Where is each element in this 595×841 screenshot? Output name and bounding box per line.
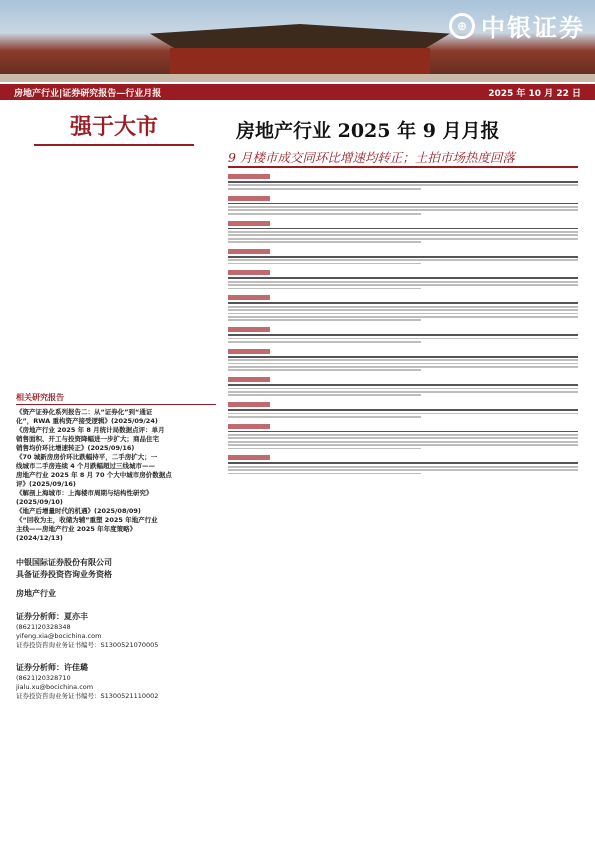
section-heading-marker bbox=[228, 402, 270, 407]
institution-name: 中银国际证券股份有限公司 bbox=[16, 558, 112, 567]
text-line-placeholder bbox=[228, 437, 578, 439]
text-line-placeholder bbox=[228, 203, 578, 205]
text-line-placeholder bbox=[228, 338, 578, 340]
body-paragraph bbox=[228, 277, 578, 289]
text-line-placeholder bbox=[228, 263, 421, 265]
text-line-placeholder bbox=[228, 391, 578, 393]
analyst-1-phone: (8621)20328348 bbox=[16, 623, 71, 631]
text-line-placeholder bbox=[228, 181, 578, 183]
report-subtitle: 9 月楼市成交同环比增速均转正；土拍市场热度回落 bbox=[228, 150, 515, 165]
text-line-placeholder bbox=[228, 284, 578, 286]
body-paragraph bbox=[228, 334, 578, 343]
section-heading-marker bbox=[228, 196, 270, 201]
text-line-placeholder bbox=[228, 416, 421, 418]
report-date: 2025 年 10 月 22 日 bbox=[488, 88, 581, 99]
text-line-placeholder bbox=[228, 462, 578, 464]
palace-roof-illustration bbox=[150, 24, 450, 48]
company-logo-text: 中银证券 bbox=[481, 14, 585, 42]
text-line-placeholder bbox=[228, 206, 578, 208]
report-body bbox=[228, 172, 578, 802]
text-line-placeholder bbox=[228, 394, 421, 396]
rating-badge: 强于大市 bbox=[34, 112, 194, 146]
company-logo-mark-icon: ⊕ bbox=[449, 13, 475, 39]
cover-banner bbox=[0, 0, 595, 82]
text-line-placeholder bbox=[228, 441, 578, 443]
title-rule bbox=[228, 166, 578, 168]
text-line-placeholder bbox=[228, 277, 578, 279]
body-paragraph bbox=[228, 409, 578, 418]
text-line-placeholder bbox=[228, 231, 578, 233]
section-heading-marker bbox=[228, 349, 270, 354]
section-heading-marker bbox=[228, 327, 270, 332]
breadcrumb-strip bbox=[0, 84, 595, 100]
related-report-line: 化”，RWA 重构资产接受逻辑》(2025/09/24) bbox=[16, 417, 158, 425]
text-line-placeholder bbox=[228, 473, 421, 475]
related-report-line: 《“回收为主，收储为辅”重塑 2025 年地产行业 bbox=[16, 516, 158, 524]
text-line-placeholder bbox=[228, 469, 578, 471]
related-report-line: 销售均价环比增速转正》(2025/09/16) bbox=[16, 444, 135, 452]
related-report-line: 《解剖上海城市：上海楼市周期与结构性研究》 bbox=[16, 489, 153, 497]
text-line-placeholder bbox=[228, 363, 578, 365]
palace-base-illustration bbox=[0, 74, 595, 82]
section-heading-marker bbox=[228, 377, 270, 382]
text-line-placeholder bbox=[228, 448, 421, 450]
text-line-placeholder bbox=[228, 356, 578, 358]
body-paragraph bbox=[228, 431, 578, 450]
text-line-placeholder bbox=[228, 431, 578, 433]
related-report-line: 销售面积、开工与投资降幅进一步扩大；商品住宅 bbox=[16, 435, 159, 443]
related-report-line: 《地产后增量时代的机遇》(2025/08/09) bbox=[16, 507, 141, 515]
text-line-placeholder bbox=[228, 309, 578, 311]
analyst-2-heading: 证券分析师：许佳璐 bbox=[16, 663, 88, 672]
body-paragraph bbox=[228, 181, 578, 190]
text-line-placeholder bbox=[228, 359, 578, 361]
text-line-placeholder bbox=[228, 444, 578, 446]
related-report-line: 评》(2025/09/16) bbox=[16, 480, 76, 488]
body-paragraph bbox=[228, 203, 578, 215]
body-paragraph bbox=[228, 356, 578, 371]
text-line-placeholder bbox=[228, 413, 578, 415]
section-heading-marker bbox=[228, 249, 270, 254]
text-line-placeholder bbox=[228, 288, 421, 290]
text-line-placeholder bbox=[228, 209, 578, 211]
text-line-placeholder bbox=[228, 334, 578, 336]
industry-label: 房地产行业 bbox=[16, 589, 56, 598]
report-title: 房地产行业 2025 年 9 月月报 bbox=[236, 120, 500, 142]
section-heading-marker bbox=[228, 221, 270, 226]
body-paragraph bbox=[228, 228, 578, 243]
related-reports-heading: 相关研究报告 bbox=[16, 392, 216, 405]
related-report-line: (2024/12/13) bbox=[16, 534, 63, 542]
text-line-placeholder bbox=[228, 259, 578, 261]
related-report-line: 《资产证券化系列报告二：从“证券化”到“通证 bbox=[16, 408, 153, 416]
section-heading-marker bbox=[228, 424, 270, 429]
text-line-placeholder bbox=[228, 302, 578, 304]
text-line-placeholder bbox=[228, 188, 421, 190]
section-heading-marker bbox=[228, 270, 270, 275]
company-logo bbox=[449, 8, 585, 43]
related-report-line: 房地产行业 2025 年 8 月 70 个大中城市房价数据点 bbox=[16, 471, 172, 479]
body-paragraph bbox=[228, 462, 578, 474]
text-line-placeholder bbox=[228, 366, 578, 368]
text-line-placeholder bbox=[228, 238, 578, 240]
body-paragraph bbox=[228, 384, 578, 396]
text-line-placeholder bbox=[228, 313, 578, 315]
analyst-2-email[interactable]: jialu.xu@bocichina.com bbox=[16, 683, 94, 691]
text-line-placeholder bbox=[228, 281, 578, 283]
text-line-placeholder bbox=[228, 388, 578, 390]
related-report-line: (2025/09/10) bbox=[16, 498, 63, 506]
text-line-placeholder bbox=[228, 241, 421, 243]
body-paragraph bbox=[228, 256, 578, 265]
analyst-1-cert: 证券投资咨询业务证书编号：S1300521070005 bbox=[16, 641, 159, 649]
text-line-placeholder bbox=[228, 466, 578, 468]
text-line-placeholder bbox=[228, 256, 578, 258]
left-panel bbox=[16, 392, 216, 701]
text-line-placeholder bbox=[228, 369, 421, 371]
text-line-placeholder bbox=[228, 228, 578, 230]
palace-wall-illustration bbox=[170, 48, 430, 74]
related-report-line: 主线——房地产行业 2025 年年度策略》 bbox=[16, 525, 137, 533]
analyst-2-cert: 证券投资咨询业务证书编号：S1300521110002 bbox=[16, 692, 159, 700]
related-report-line: 《70 城新房房价环比跌幅持平，二手房扩大；一 bbox=[16, 453, 158, 461]
text-line-placeholder bbox=[228, 316, 578, 318]
text-line-placeholder bbox=[228, 319, 421, 321]
analyst-1-email[interactable]: yifeng.xia@bocichina.com bbox=[16, 632, 102, 640]
section-heading-marker bbox=[228, 455, 270, 460]
text-line-placeholder bbox=[228, 434, 578, 436]
breadcrumb: 房地产行业|证券研究报告—行业月报 bbox=[14, 88, 162, 99]
text-line-placeholder bbox=[228, 409, 578, 411]
text-line-placeholder bbox=[228, 384, 578, 386]
analyst-1-heading: 证券分析师：夏亦丰 bbox=[16, 612, 88, 621]
section-heading-marker bbox=[228, 295, 270, 300]
institution-qualification: 具备证券投资咨询业务资格 bbox=[16, 570, 112, 579]
body-paragraph bbox=[228, 302, 578, 321]
analyst-2-phone: (8621)20328710 bbox=[16, 674, 71, 682]
section-heading-marker bbox=[228, 174, 270, 179]
text-line-placeholder bbox=[228, 341, 421, 343]
text-line-placeholder bbox=[228, 306, 578, 308]
text-line-placeholder bbox=[228, 213, 421, 215]
text-line-placeholder bbox=[228, 184, 578, 186]
related-report-line: 《房地产行业 2025 年 8 月统计局数据点评：单月 bbox=[16, 426, 165, 434]
text-line-placeholder bbox=[228, 234, 578, 236]
related-reports-list bbox=[16, 408, 216, 543]
related-report-line: 线城市二手房连续 4 个月跌幅超过三线城市—— bbox=[16, 462, 156, 470]
